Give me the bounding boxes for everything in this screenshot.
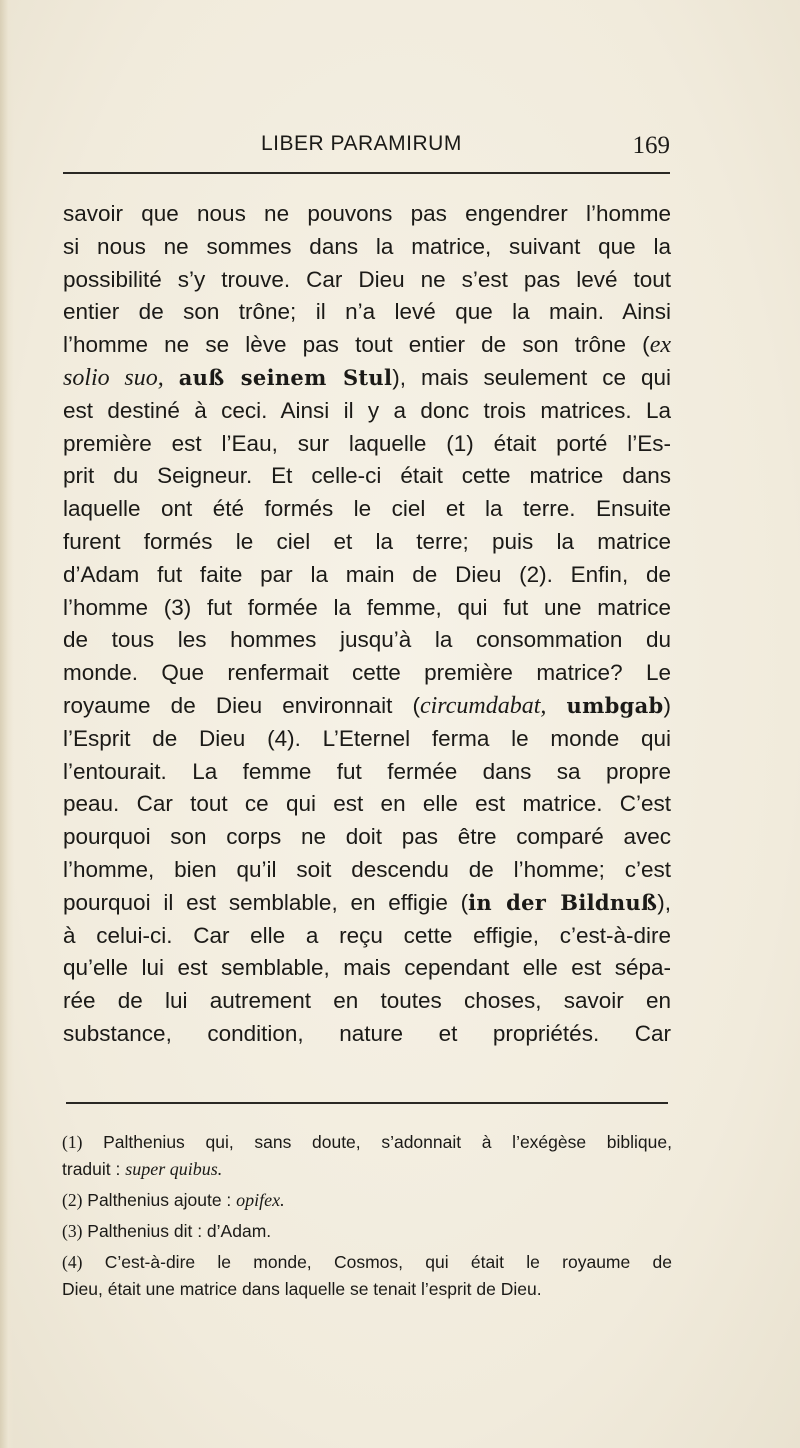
text-line [63,362,671,395]
footnote-line [62,1249,672,1276]
footnote-number: (2) [62,1190,83,1210]
text-segment: l’homme ne se lève pas tout entier de son trône ( [63,332,650,358]
text-line: qu’elle lui est semblable, mais cependant elle est sépa- [63,955,671,981]
text-line: substance, condition, nature et propriétés. Car [63,1020,671,1046]
text-segment: pourquoi il est semblable, en effigie ( [63,889,469,915]
footnote-line [62,1129,672,1156]
text-line: l’entourait. La femme fut fermée dans sa propre [63,758,671,784]
latin-term: solio suo, [63,364,164,391]
page-gutter-shadow [0,0,14,1448]
footnote-line [62,1187,672,1214]
text-line: pourquoi son corps ne doit pas être comparé avec [63,824,671,850]
text-line: est destiné à ceci. Ainsi il y a donc trois matrices. La [63,397,671,423]
text-line: possibilité s’y trouve. Car Dieu ne s’est pas levé tout [63,266,671,292]
footnote-line [62,1276,672,1303]
text-segment: royaume de Dieu environnait ( [63,692,420,718]
text-line: monde. Que renfermait cette première matrice? Le [63,660,671,686]
body-text [63,198,671,1051]
text-segment: ) [663,692,671,718]
footnote-italic: super quibus. [125,1159,223,1179]
page-number: 169 [632,132,670,159]
text-segment: ), mais seulement ce qui [392,364,672,390]
footnote-number: (1) [62,1132,83,1152]
text-line: première est l’Eau, sur laquelle (1) était porté l’Es- [63,430,671,456]
text-line [63,690,671,723]
footnote-number: (4) [62,1252,83,1272]
footnote [62,1218,672,1245]
text-line: laquelle ont été formés le ciel et la terre. Ensuite [63,496,671,522]
footnote-text: Palthenius dit : d’Adam. [87,1221,272,1241]
text-line: l’Esprit de Dieu (4). L’Eternel ferma le monde qui [63,725,671,751]
text-line: peau. Car tout ce qui est en elle est matrice. C’est [63,791,671,817]
text-line: furent formés le ciel et la terre; puis la matrice [63,528,671,554]
latin-term: circumdabat, [419,692,547,719]
footnote-italic: opifex. [236,1190,285,1210]
footnote-number: (3) [62,1221,83,1241]
text-line: l’homme (3) fut formée la femme, qui fut une matrice [63,594,671,620]
footnote [62,1187,672,1214]
german-term: umbgab [566,692,664,718]
text-line: prit du Seigneur. Et celle-ci était cette matrice dans [63,463,671,489]
footnote-text: Palthenius qui, sans doute, s’adonnait à l’exégèse biblique, [103,1132,672,1152]
german-term: auß seinem Stul [178,364,393,390]
footnote [62,1249,672,1303]
footnote-line [62,1218,672,1245]
footnote-text: Dieu, était une matrice dans laquelle se tenait l’esprit de Dieu. [62,1279,542,1299]
text-line: entier de son trône; il n’a levé que la main. Ainsi [63,299,671,325]
text-line: l’homme, bien qu’il soit descendu de l’homme; c’est [63,856,671,882]
text-line [63,329,671,362]
footnote [62,1129,672,1183]
text-segment: ), [657,889,671,915]
footnote-text: C’est-à-dire le monde, Cosmos, qui était le royaume de [104,1252,672,1272]
text-line: d’Adam fut faite par la main de Dieu (2). Enfin, de [63,561,671,587]
text-line: si nous ne sommes dans la matrice, suivant que la [63,233,671,259]
footnotes [62,1129,672,1303]
footnote-text: traduit : [62,1159,126,1179]
running-title: LIBER PARAMIRUM [261,132,462,155]
header-rule [63,172,670,174]
text-line [63,887,671,920]
text-line: de tous les hommes jusqu’à la consommation du [63,627,671,653]
latin-term: ex [649,332,671,359]
text-line: savoir que nous ne pouvons pas engendrer l’homme [63,201,671,226]
footnote-line [62,1156,672,1183]
text-line: à celui-ci. Car elle a reçu cette effigie, c’est-à-dire [63,922,671,948]
text-line: rée de lui autrement en toutes choses, savoir en [63,988,671,1014]
footnote-text: Palthenius ajoute : [87,1190,237,1210]
german-term: in der Bildnuß [468,889,658,915]
footnote-rule [66,1102,668,1104]
page-header [64,132,670,172]
